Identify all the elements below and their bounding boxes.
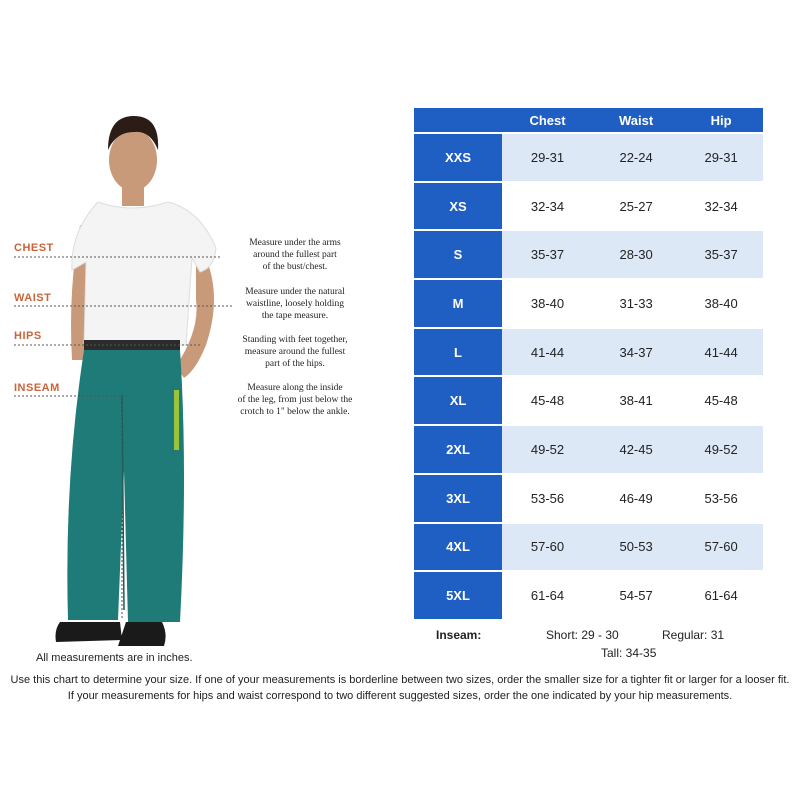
measurement-figure: [0, 0, 410, 680]
footer-note-2: If your measurements for hips and waist correspond to two different suggested sizes, order the one indicated by your hip measurements.: [67, 690, 733, 702]
footer-note-1: Use this chart to determine your size. If one of your measurements is borderline between two sizes, order the smaller size for a tighter fit or larger for a looser fit.: [10, 674, 790, 686]
table-row: [414, 426, 763, 473]
table-row: [414, 377, 763, 424]
inseam-label-figure: INSEAM: [14, 382, 60, 394]
waist-cell: 22-24: [593, 134, 679, 181]
size-cell: 2XL: [414, 426, 502, 473]
table-row: [414, 475, 763, 522]
hip-cell: 57-60: [679, 524, 763, 571]
model-left-shoe: [56, 622, 123, 642]
header-waist: Waist: [593, 108, 679, 132]
waist-description: Measure under the natural waistline, loosely holding the tape measure.: [245, 287, 345, 321]
header-hip: Hip: [679, 108, 763, 132]
chest-cell: 41-44: [502, 329, 593, 376]
chest-cell: 35-37: [502, 231, 593, 278]
hips-label: HIPS: [14, 330, 42, 342]
chest-cell: 61-64: [502, 572, 593, 619]
chest-cell: 38-40: [502, 280, 593, 327]
chest-cell: 45-48: [502, 377, 593, 424]
size-cell: 4XL: [414, 524, 502, 571]
hips-description: Standing with feet together, measure around the fullest part of the hips.: [242, 335, 348, 369]
table-row: [414, 572, 763, 619]
size-cell: L: [414, 329, 502, 376]
waist-label: WAIST: [14, 292, 52, 304]
header-size: [414, 108, 502, 132]
chest-cell: 29-31: [502, 134, 593, 181]
waist-cell: 28-30: [593, 231, 679, 278]
inseam-tall: Tall: 34-35: [601, 646, 657, 660]
model-pants: [67, 350, 184, 622]
size-cell: XS: [414, 183, 502, 230]
size-cell: S: [414, 231, 502, 278]
waist-cell: 31-33: [593, 280, 679, 327]
table-header-row: [414, 108, 763, 132]
chest-cell: 57-60: [502, 524, 593, 571]
hip-cell: 45-48: [679, 377, 763, 424]
size-cell: 5XL: [414, 572, 502, 619]
model-neck: [122, 186, 144, 206]
model-right-shoe: [118, 622, 166, 646]
table-row: [414, 134, 763, 181]
inseam-description: Measure along the inside of the leg, from just below the crotch to 1" below the ankle.: [237, 383, 353, 417]
size-cell: M: [414, 280, 502, 327]
inseam-short: Short: 29 - 30: [546, 628, 619, 642]
table-row: [414, 183, 763, 230]
hip-cell: 29-31: [679, 134, 763, 181]
waist-cell: 42-45: [593, 426, 679, 473]
size-cell: XL: [414, 377, 502, 424]
hip-cell: 41-44: [679, 329, 763, 376]
hip-cell: 61-64: [679, 572, 763, 619]
waist-cell: 25-27: [593, 183, 679, 230]
size-chart-table: [414, 106, 763, 621]
hip-cell: 32-34: [679, 183, 763, 230]
waist-cell: 54-57: [593, 572, 679, 619]
table-row: [414, 231, 763, 278]
waist-cell: 46-49: [593, 475, 679, 522]
waist-cell: 34-37: [593, 329, 679, 376]
waist-cell: 50-53: [593, 524, 679, 571]
model-shirt: [72, 202, 216, 345]
hip-cell: 35-37: [679, 231, 763, 278]
inseam-regular: Regular: 31: [662, 628, 725, 642]
table-row: [414, 524, 763, 571]
waist-cell: 38-41: [593, 377, 679, 424]
chest-cell: 49-52: [502, 426, 593, 473]
size-cell: XXS: [414, 134, 502, 181]
chest-cell: 53-56: [502, 475, 593, 522]
hip-cell: 38-40: [679, 280, 763, 327]
header-chest: Chest: [502, 108, 593, 132]
chest-description: Measure under the arms around the fullest part of the bust/chest.: [249, 238, 341, 272]
hip-cell: 53-56: [679, 475, 763, 522]
table-row: [414, 280, 763, 327]
chest-cell: 32-34: [502, 183, 593, 230]
chest-label: CHEST: [14, 242, 54, 254]
size-cell: 3XL: [414, 475, 502, 522]
hip-cell: 49-52: [679, 426, 763, 473]
table-row: [414, 329, 763, 376]
units-note: All measurements are in inches.: [36, 652, 193, 664]
inseam-heading: Inseam:: [436, 628, 482, 642]
